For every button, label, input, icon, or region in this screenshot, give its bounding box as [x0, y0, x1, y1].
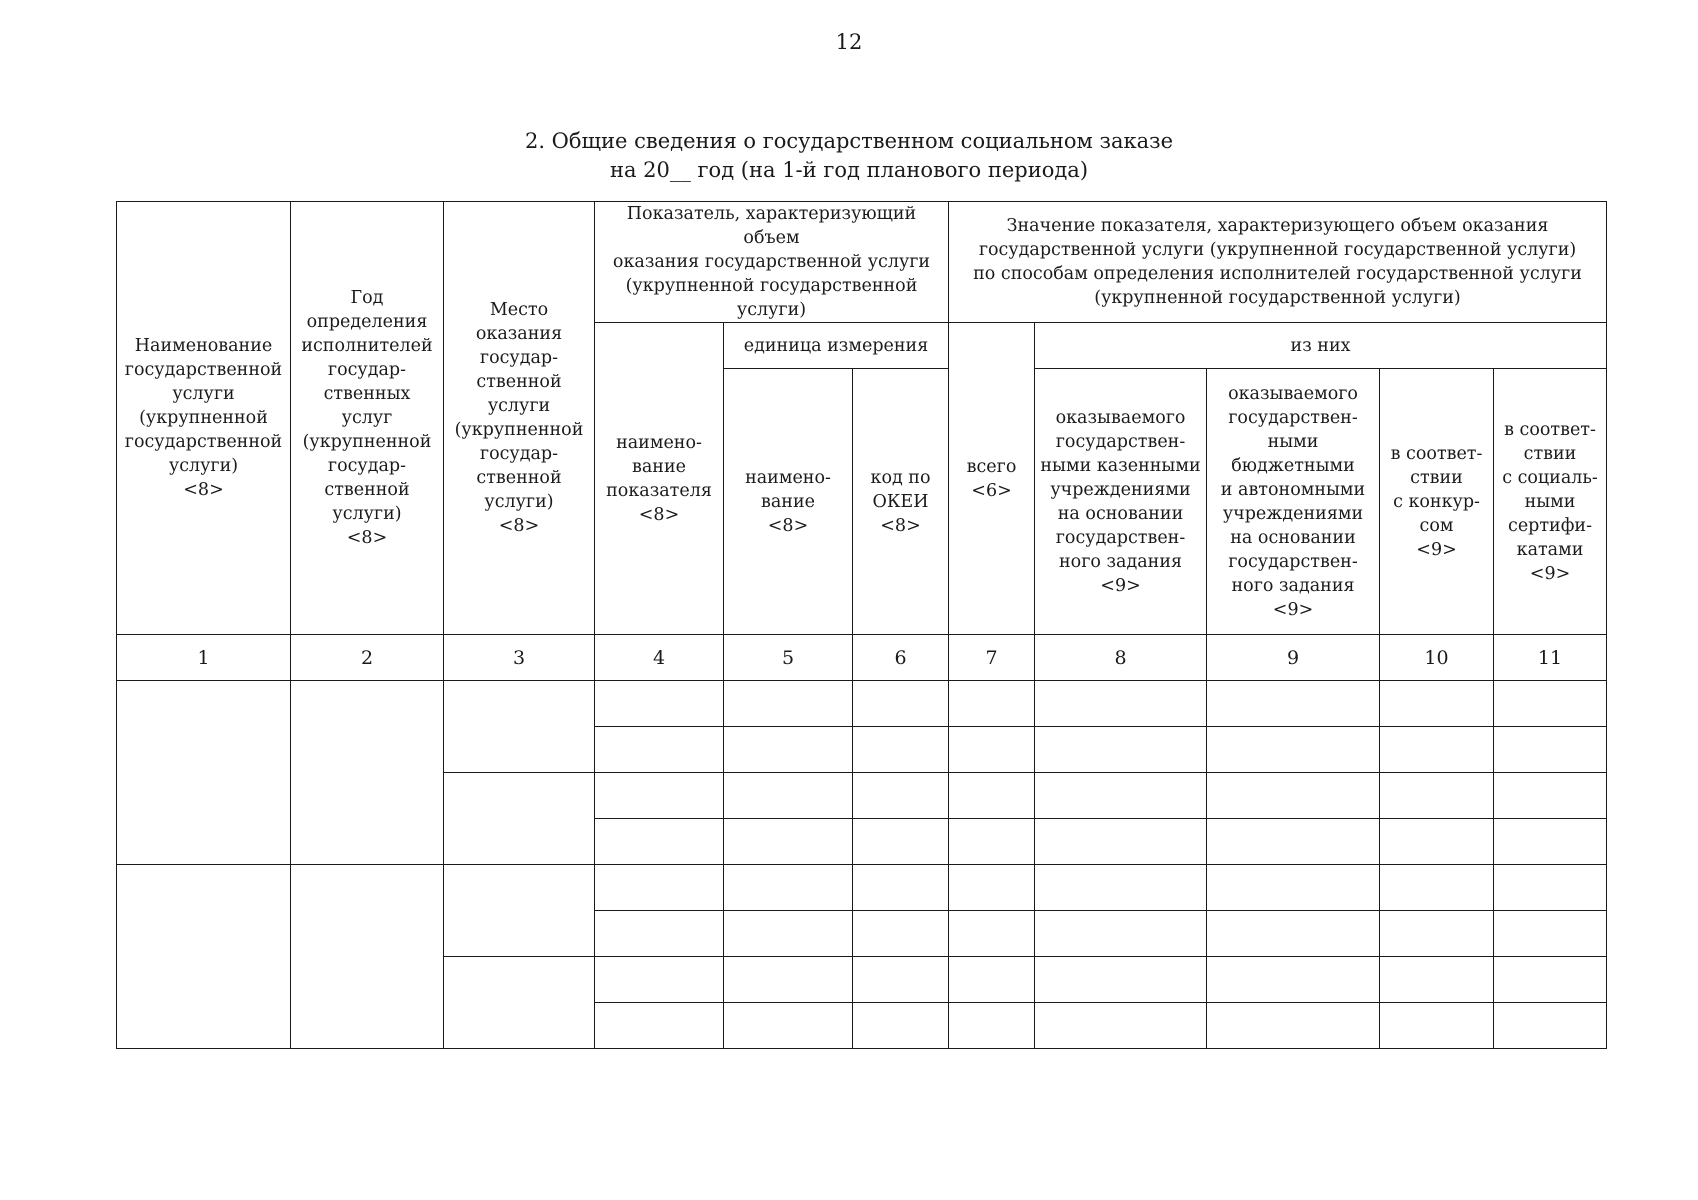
column-number: 6 [853, 635, 949, 681]
empty-cell [724, 681, 853, 727]
empty-cell [595, 865, 724, 911]
empty-cell [117, 865, 291, 1049]
empty-cell [1035, 911, 1207, 957]
header-indicator-group: Показатель, характеризующий объем оказания государственной услуги (укрупненной государственной услуги) [595, 202, 949, 323]
column-number: 3 [444, 635, 595, 681]
empty-cell [444, 681, 595, 773]
empty-cell [291, 865, 444, 1049]
empty-cell [1494, 865, 1607, 911]
empty-cell [949, 865, 1035, 911]
column-number: 9 [1207, 635, 1380, 681]
empty-cell [1494, 957, 1607, 1003]
header-unit-group: единица измерения [724, 323, 949, 369]
empty-cell [1380, 819, 1494, 865]
empty-cell [291, 681, 444, 865]
empty-cell [853, 957, 949, 1003]
empty-cell [853, 819, 949, 865]
empty-cell [949, 819, 1035, 865]
empty-cell [724, 727, 853, 773]
empty-cell [1207, 727, 1380, 773]
empty-cell [1035, 681, 1207, 727]
column-number: 7 [949, 635, 1035, 681]
empty-cell [853, 773, 949, 819]
header-budget-autonomous-institutions: оказываемого государствен- ными бюджетными и автономными учреждениями на основании государствен- ного задания <9> [1207, 369, 1380, 635]
column-number: 4 [595, 635, 724, 681]
empty-cell [444, 773, 595, 865]
page-number: 12 [835, 30, 863, 54]
empty-cell [1207, 1003, 1380, 1049]
header-okei-code: код по ОКЕИ <8> [853, 369, 949, 635]
header-of-which: из них [1035, 323, 1607, 369]
header-unit-name: наимено- вание <8> [724, 369, 853, 635]
empty-cell [1035, 773, 1207, 819]
column-number: 1 [117, 635, 291, 681]
empty-cell [444, 957, 595, 1049]
column-number: 11 [1494, 635, 1607, 681]
empty-cell [853, 727, 949, 773]
empty-cell [595, 1003, 724, 1049]
section-title [0, 127, 1698, 185]
header-year: Год определения исполнителей государ- ственных услуг (укрупненной государ- ственной услуги) <8> [291, 202, 444, 635]
empty-cell [595, 727, 724, 773]
header-social-certificates: в соответ- ствии с социаль- ными сертифи- катами <9> [1494, 369, 1607, 635]
section-title-line-1: 2. Общие сведения о государственном социальном заказе [524, 129, 1174, 153]
empty-cell [1207, 865, 1380, 911]
column-number: 2 [291, 635, 444, 681]
empty-cell [117, 681, 291, 865]
social-order-table [116, 201, 1607, 1049]
empty-cell [949, 1003, 1035, 1049]
header-state-treasury-institutions: оказываемого государствен- ными казенными учреждениями на основании государствен- ного задания <9> [1035, 369, 1207, 635]
empty-cell [1494, 773, 1607, 819]
empty-cell [724, 773, 853, 819]
empty-cell [1207, 911, 1380, 957]
empty-cell [1207, 681, 1380, 727]
empty-cell [1494, 681, 1607, 727]
empty-cell [1494, 727, 1607, 773]
empty-cell [1207, 957, 1380, 1003]
empty-cell [853, 865, 949, 911]
empty-cell [1035, 957, 1207, 1003]
header-competition: в соответ- ствии с конкур- сом <9> [1380, 369, 1494, 635]
column-number: 10 [1380, 635, 1494, 681]
empty-cell [1380, 911, 1494, 957]
empty-cell [724, 819, 853, 865]
empty-cell [1035, 727, 1207, 773]
empty-cell [853, 681, 949, 727]
empty-cell [949, 911, 1035, 957]
empty-cell [1035, 819, 1207, 865]
empty-cell [949, 773, 1035, 819]
empty-cell [595, 957, 724, 1003]
empty-cell [853, 1003, 949, 1049]
empty-cell [949, 727, 1035, 773]
empty-cell [1494, 911, 1607, 957]
empty-cell [1380, 773, 1494, 819]
header-total: всего <6> [949, 323, 1035, 635]
empty-cell [595, 681, 724, 727]
empty-cell [1380, 865, 1494, 911]
empty-cell [595, 773, 724, 819]
column-number: 5 [724, 635, 853, 681]
section-title-line-2: на 20__ год (на 1-й год планового периода) [609, 158, 1089, 182]
empty-cell [595, 911, 724, 957]
table-row [117, 865, 1607, 911]
empty-cell [595, 819, 724, 865]
empty-cell [1380, 727, 1494, 773]
header-place: Место оказания государ- ственной услуги (укрупненной государ- ственной услуги) <8> [444, 202, 595, 635]
header-value-group: Значение показателя, характеризующего объем оказания государственной услуги (укрупненной государственной услуги) по способам определения исполнителей государственной услуги (укрупненной государственной услуги) [949, 202, 1607, 323]
column-numbers-row [117, 635, 1607, 681]
empty-cell [1494, 819, 1607, 865]
empty-cell [724, 865, 853, 911]
header-service-name: Наименование государственной услуги (укрупненной государственной услуги) <8> [117, 202, 291, 635]
header-indicator-name: наимено- вание показателя <8> [595, 323, 724, 635]
empty-cell [853, 911, 949, 957]
column-number: 8 [1035, 635, 1207, 681]
empty-cell [1207, 819, 1380, 865]
empty-cell [1494, 1003, 1607, 1049]
table-row [117, 681, 1607, 727]
empty-cell [1380, 957, 1494, 1003]
empty-cell [949, 957, 1035, 1003]
empty-cell [724, 957, 853, 1003]
header-row-1 [117, 202, 1607, 323]
empty-cell [444, 865, 595, 957]
empty-cell [949, 681, 1035, 727]
empty-cell [1035, 865, 1207, 911]
empty-cell [724, 911, 853, 957]
empty-cell [1035, 1003, 1207, 1049]
empty-cell [1380, 1003, 1494, 1049]
empty-cell [724, 1003, 853, 1049]
empty-cell [1207, 773, 1380, 819]
empty-cell [1380, 681, 1494, 727]
